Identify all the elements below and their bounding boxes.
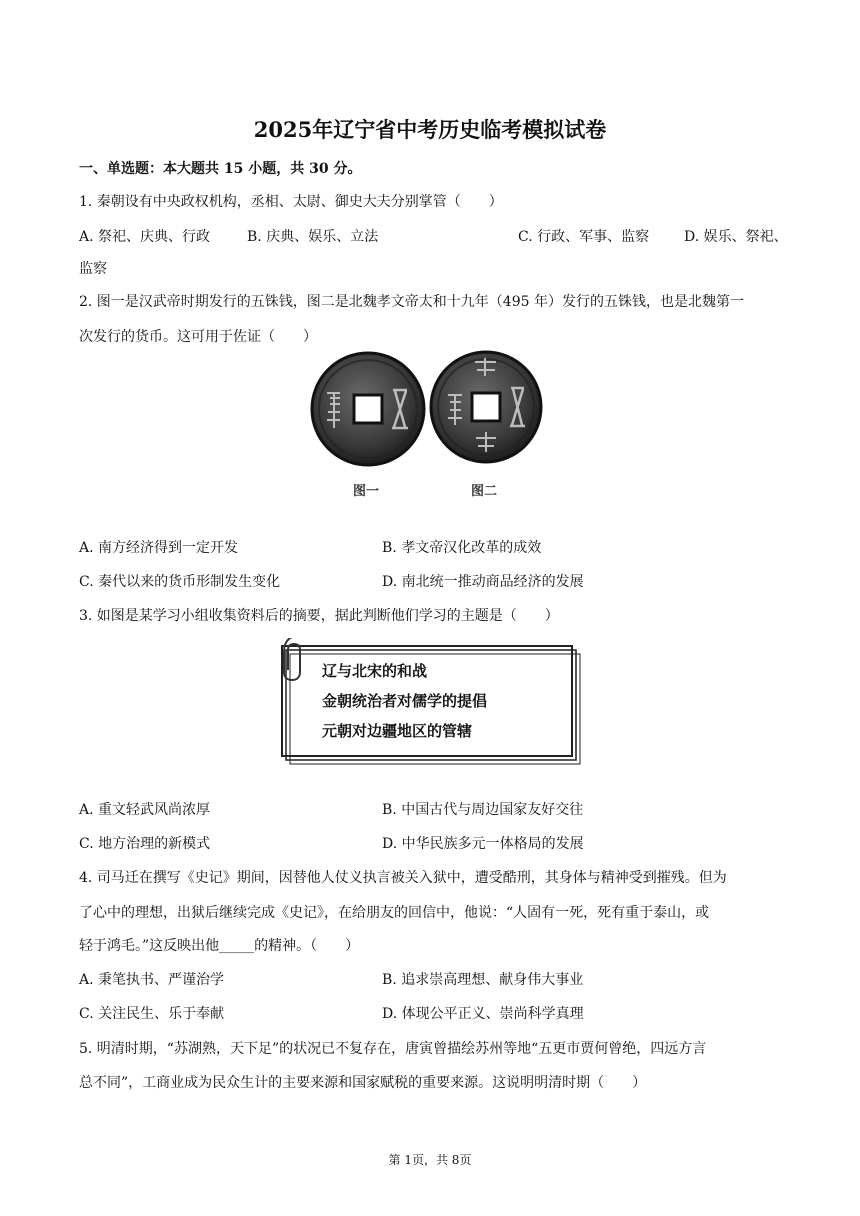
question-3-option-c: C. 地方治理的新模式 [79,836,211,852]
question-1-option-d: D. 娱乐、祭祀、 [684,229,788,245]
question-4-option-c: C. 关注民生、乐于奉献 [79,1006,225,1022]
question-4-stem-line3: 轻于鸿毛。”这反映出他_____的精神。（ ） [79,938,360,954]
question-5-stem-line1: 5. 明清时期，“苏湖熟，天下足”的状况已不复存在，唐寅曾描绘苏州等地“五更市贾何曾绝，四远方言 [79,1041,707,1057]
question-2-option-c: C. 秦代以来的货币形制发生变化 [79,574,281,590]
page-title: 2025年辽宁省中考历史临考模拟试卷 [253,117,607,142]
question-4-option-a: A. 秉笔执书、严谨治学 [79,972,225,988]
section-heading: 一、单选题：本大题共 15 小题，共 30 分。 [79,161,362,177]
figure-one-caption: 图一 [353,484,380,499]
note-line-2: 金朝统治者对儒学的提倡 [322,692,488,710]
question-4-stem-line1: 4. 司马迁在撰写《史记》期间，因替他人仗义执言被关入狱中，遭受酷刑，其身体与精神受到摧残。但为 [79,870,727,886]
note-card [276,638,586,768]
question-3-option-d: D. 中华民族多元一体格局的发展 [382,836,584,852]
question-4-stem-line2: 了心中的理想，出狱后继续完成《史记》，在给朋友的回信中，他说：“人固有一死，死有重于泰山，或 [79,905,710,921]
coin-one-image [312,353,424,465]
figure-two-caption: 图二 [471,484,498,499]
question-2-option-b: B. 孝文帝汉化改革的成效 [382,540,542,556]
question-5-stem-line2: 总不同”，工商业成为民众生计的主要来源和国家赋税的重要来源。这说明明清时期（ ） [79,1075,647,1091]
question-1-stem: 1. 秦朝设有中央政权机构，丞相、太尉、御史大夫分别掌管（ ） [79,194,503,210]
question-1-option-d-continued: 监察 [79,261,107,277]
question-2-stem-line1: 2. 图一是汉武帝时期发行的五铢钱，图二是北魏孝文帝太和十九年（495 年）发行的五铢钱，也是北魏第一 [79,294,744,310]
question-2-stem-line2: 次发行的货币。这可用于佐证（ ） [79,329,317,345]
question-1-option-c: C. 行政、军事、监察 [518,229,650,245]
coins-figure [300,340,560,505]
note-line-3: 元朝对边疆地区的管辖 [322,722,473,740]
coin-two-image [431,352,541,462]
question-2-option-a: A. 南方经济得到一定开发 [79,540,239,556]
page-footer: 第 1页，共 8页 [388,1153,472,1167]
question-3-option-a: A. 重文轻武风尚浓厚 [79,802,211,818]
question-4-option-b: B. 追求崇高理想、献身伟大事业 [382,972,584,988]
question-1-option-b: B. 庆典、娱乐、立法 [247,229,379,245]
question-3-option-b: B. 中国古代与周边国家友好交往 [382,802,584,818]
note-line-1: 辽与北宋的和战 [322,662,428,680]
question-4-option-d: D. 体现公平正义、崇尚科学真理 [382,1006,584,1022]
question-1-option-a: A. 祭祀、庆典、行政 [79,229,211,245]
question-2-option-d: D. 南北统一推动商品经济的发展 [382,574,584,590]
question-3-stem: 3. 如图是某学习小组收集资料后的摘要，据此判断他们学习的主题是（ ） [79,608,559,624]
